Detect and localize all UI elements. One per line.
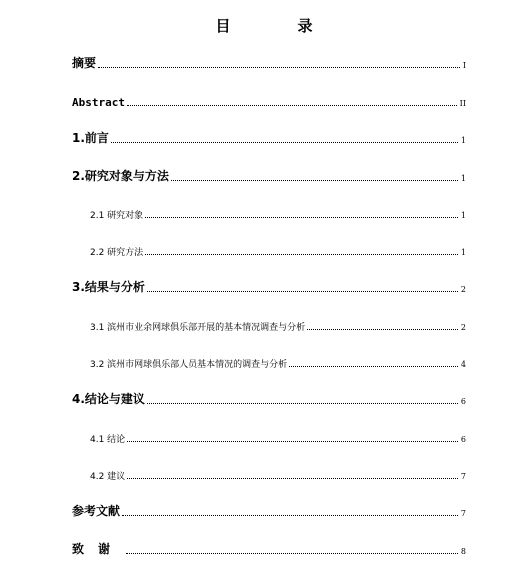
toc-entry-section-2-2[interactable] xyxy=(90,242,466,258)
toc-entry-label: 2.研究对象与方法 xyxy=(72,169,169,183)
dot-leader xyxy=(147,403,458,404)
toc-entry-label: 4.结论与建议 xyxy=(72,392,145,406)
toc-entry-page-number: 7 xyxy=(460,509,466,518)
toc-entry-label: 3.结果与分析 xyxy=(72,280,145,294)
toc-entry-page-number: 6 xyxy=(460,397,466,406)
toc-entry-section-2-1[interactable] xyxy=(90,205,466,221)
dot-leader xyxy=(98,67,460,68)
dot-leader xyxy=(111,142,458,143)
toc-entry-section-1[interactable] xyxy=(72,130,466,146)
toc-entry-label: 摘要 xyxy=(72,56,97,70)
dot-leader xyxy=(289,366,458,367)
toc-entry-label: 4.2 建议 xyxy=(90,472,126,482)
toc-entry-abstract-cn[interactable] xyxy=(72,55,466,71)
dot-leader xyxy=(122,515,458,516)
toc-entry-label: 参考文献 xyxy=(72,504,121,518)
toc-entry-page-number: 2 xyxy=(460,323,466,332)
dot-leader xyxy=(147,291,458,292)
toc-entry-page-number: 4 xyxy=(460,360,466,369)
toc-entry-section-3-2[interactable] xyxy=(90,354,466,370)
toc-entry-label: 2.2 研究方法 xyxy=(90,248,144,258)
toc-entry-page-number: 1 xyxy=(460,211,466,220)
toc-entry-label: 2.1 研究对象 xyxy=(90,211,144,221)
toc-entry-label: Abstract xyxy=(72,96,125,109)
toc-entry-label: 3.1 滨州市业余网球俱乐部开展的基本情况调查与分析 xyxy=(90,323,306,333)
toc-entry-label: 1.前言 xyxy=(72,131,109,145)
toc-entry-page-number: 1 xyxy=(460,136,466,145)
toc-entry-section-4[interactable] xyxy=(72,391,466,407)
dot-leader xyxy=(171,180,458,181)
toc-entry-page-number: 6 xyxy=(460,435,466,444)
toc-entry-label: 致谢 xyxy=(72,542,125,556)
toc-entry-section-3-1[interactable] xyxy=(90,317,466,333)
dot-leader xyxy=(127,441,458,442)
toc-entry-page-number: II xyxy=(459,99,466,108)
toc-entry-label: 4.1 结论 xyxy=(90,435,126,445)
dot-leader xyxy=(145,217,458,218)
toc-entry-section-3[interactable] xyxy=(72,279,466,295)
dot-leader xyxy=(127,478,458,479)
toc-entry-section-2[interactable] xyxy=(72,168,466,184)
toc-entry-label: 3.2 滨州市网球俱乐部人员基本情况的调查与分析 xyxy=(90,360,288,370)
dot-leader xyxy=(307,329,458,330)
toc-entry-acknowledgements[interactable] xyxy=(72,541,466,557)
toc-entry-section-4-2[interactable] xyxy=(90,466,466,482)
toc-entry-page-number: 1 xyxy=(460,248,466,257)
dot-leader xyxy=(145,254,458,255)
page-title: 目 录 xyxy=(215,17,339,35)
toc-entry-page-number: 7 xyxy=(460,472,466,481)
toc-entry-section-4-1[interactable] xyxy=(90,429,466,445)
dot-leader xyxy=(126,553,458,554)
toc-entry-page-number: I xyxy=(462,61,466,70)
toc-entry-abstract-en[interactable] xyxy=(72,93,466,109)
toc-entry-page-number: 1 xyxy=(460,174,466,183)
toc-entry-references[interactable] xyxy=(72,503,466,519)
toc-entry-page-number: 8 xyxy=(460,547,466,556)
dot-leader xyxy=(127,105,457,106)
toc-entry-page-number: 2 xyxy=(460,285,466,294)
